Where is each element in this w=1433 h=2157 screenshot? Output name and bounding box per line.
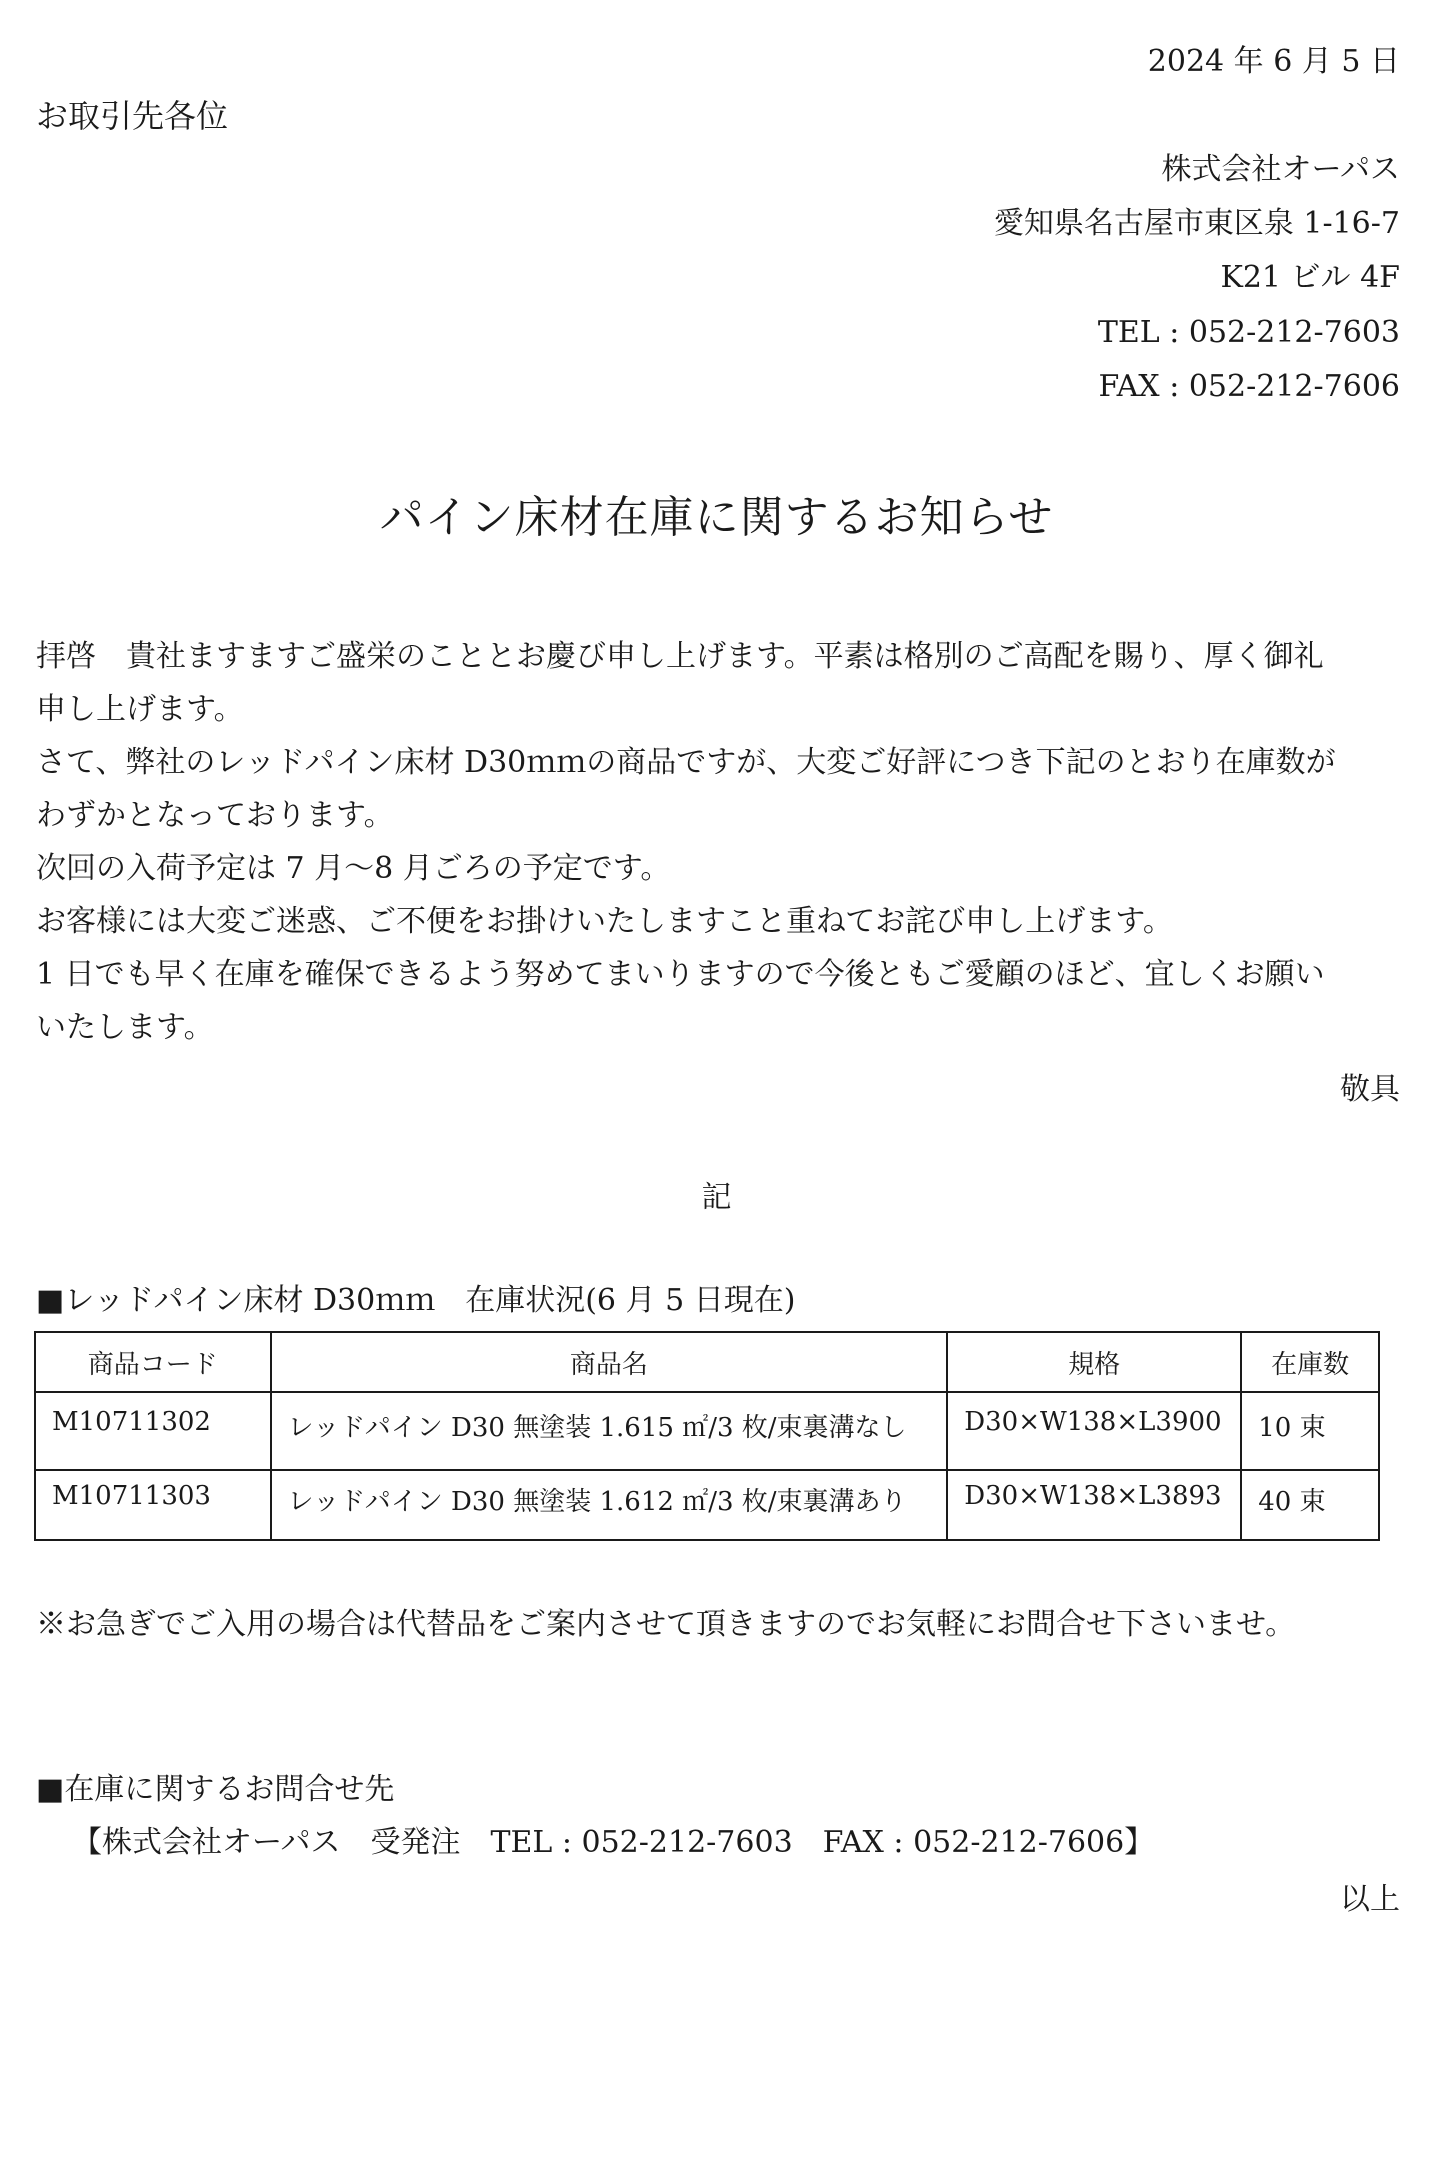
- body-line: 次回の入荷予定は 7 月～8 月ごろの予定です。: [36, 851, 671, 886]
- product-name: レッドパイン D30 無塗装 1.612 ㎡/3 枚/束裏溝あり: [271, 1470, 948, 1540]
- end-ijou: 以上: [1340, 1882, 1400, 1917]
- sender-fax: FAX : 052-212-7606: [1098, 369, 1400, 404]
- ki-marker: 記: [701, 1180, 732, 1215]
- contact-heading: ■在庫に関するお問合せ先: [36, 1772, 395, 1807]
- stock-count: 40 束: [1241, 1470, 1379, 1540]
- body-line: いたします。: [36, 1010, 214, 1045]
- body-text: [36, 630, 1402, 1054]
- document-title: パイン床材在庫に関するお知らせ: [379, 492, 1054, 543]
- document-date: 2024 年 6 月 5 日: [1147, 44, 1400, 79]
- sender-address-2: K21 ビル 4F: [1220, 260, 1400, 295]
- stock-heading: ■レッドパイン床材 D30ｍｍ 在庫状況(6 月 5 日現在): [36, 1283, 796, 1318]
- table-header-row: [35, 1332, 1379, 1392]
- closing-keigu: 敬具: [1340, 1072, 1400, 1107]
- body-line: 拝啓 貴社ますますご盛栄のこととお慶び申し上げます。平素は格別のご高配を賜り、厚く御礼: [36, 639, 1324, 674]
- sender-company: 株式会社オーパス: [1161, 152, 1400, 187]
- column-header: 在庫数: [1241, 1332, 1379, 1392]
- column-header: 商品コード: [35, 1332, 271, 1392]
- body-line: 申し上げます。: [36, 692, 244, 727]
- column-header: 規格: [947, 1332, 1241, 1392]
- recipient: お取引先各位: [36, 97, 229, 135]
- body-line: お客様には大変ご迷惑、ご不便をお掛けいたしますこと重ねてお詫び申し上げます。: [36, 904, 1173, 939]
- column-header: 商品名: [271, 1332, 948, 1392]
- table-row: [35, 1392, 1379, 1470]
- stock-count: 10 束: [1241, 1392, 1379, 1470]
- body-line: 1 日でも早く在庫を確保できるよう努めてまいりますので今後ともご愛顧のほど、宜しくお願い: [36, 957, 1325, 992]
- product-code: M10711302: [35, 1392, 271, 1470]
- product-code: M10711303: [35, 1470, 271, 1540]
- contact-line: 【株式会社オーパス 受発注 TEL : 052-212-7603 FAX : 052-212-7606】: [72, 1825, 1155, 1860]
- stock-table: [34, 1331, 1380, 1541]
- body-line: さて、弊社のレッドパイン床材 D30ｍｍの商品ですが、大変ご好評につき下記のとおり在庫数が: [36, 745, 1336, 780]
- sender-address-1: 愛知県名古屋市東区泉 1-16-7: [993, 206, 1400, 241]
- product-spec: D30×W138×L3893: [947, 1470, 1241, 1540]
- note-text: ※お急ぎでご入用の場合は代替品をご案内させて頂きますのでお気軽にお問合せ下さいませ。: [36, 1607, 1296, 1642]
- sender-tel: TEL : 052-212-7603: [1097, 315, 1400, 350]
- product-spec: D30×W138×L3900: [947, 1392, 1241, 1470]
- product-name: レッドパイン D30 無塗装 1.615 ㎡/3 枚/束裏溝なし: [271, 1392, 948, 1470]
- body-line: わずかとなっております。: [36, 798, 394, 833]
- table-row: [35, 1470, 1379, 1540]
